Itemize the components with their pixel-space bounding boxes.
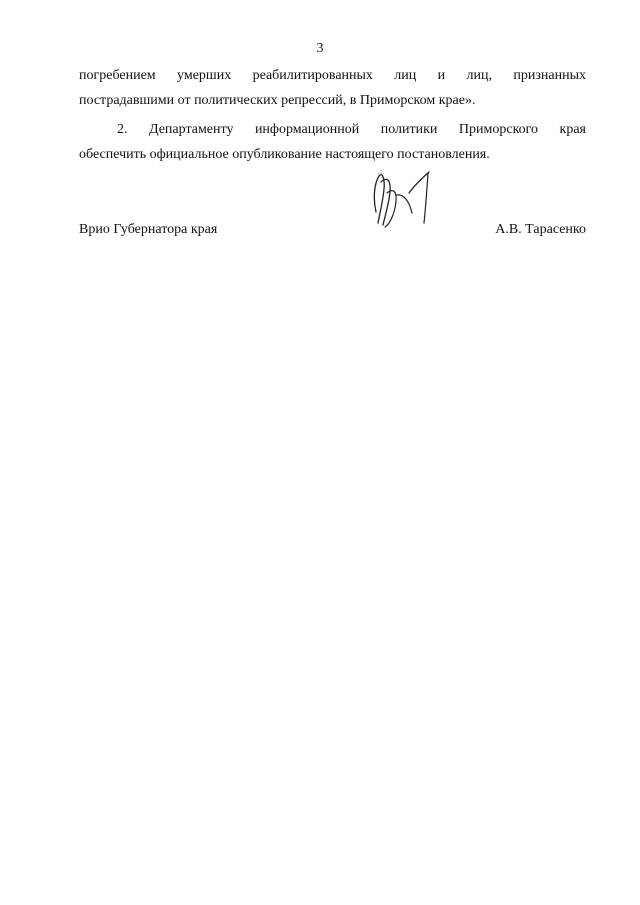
paragraph-2: [79, 117, 586, 167]
signer-name: А.В. Тарасенко: [495, 222, 586, 237]
page-number: 3: [316, 41, 324, 56]
paragraph-1-line-2: пострадавшими от политических репрессий, в Приморском крае».: [79, 93, 476, 108]
signer-position: Врио Губернатора края: [79, 222, 218, 237]
paragraph-2-line-2: обеспечить официальное опубликование настоящего постановления.: [79, 147, 490, 162]
paragraph-1-line-1: погребением умерших реабилитированных лиц и лиц, признанных: [79, 68, 586, 83]
signature-block: [79, 220, 586, 240]
paragraph-2-line-1: 2. Департаменту информационной политики Приморского края: [117, 122, 586, 137]
paragraph-1: [79, 63, 586, 113]
